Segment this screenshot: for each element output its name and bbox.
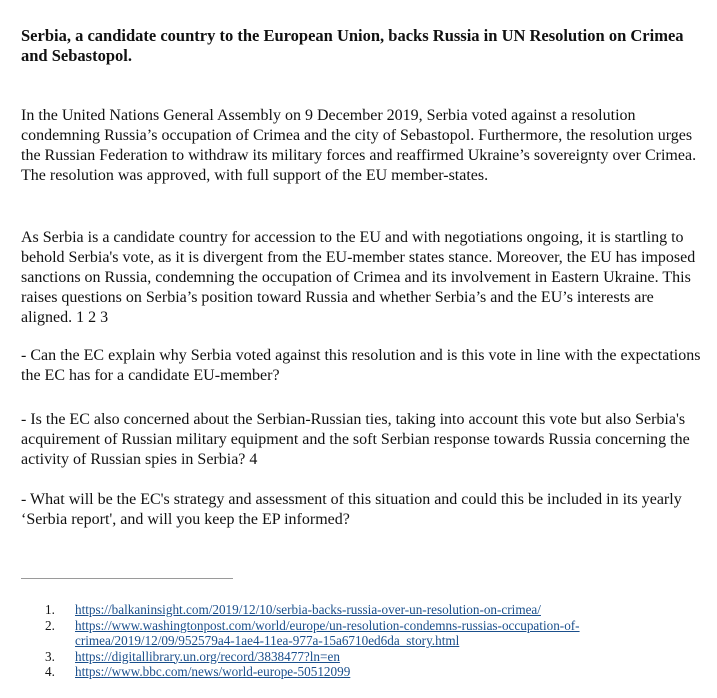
footnote-number: 3. bbox=[45, 648, 55, 664]
footnote-number: 4. bbox=[45, 664, 55, 679]
paragraph-context: As Serbia is a candidate country for accession to the EU and with negotiations ongoing, it is startling to behold Serbia's vote, as it is divergent from the EU-member states stance. Moreover, the EU has imposed sanctions on Russia, condemning the occupation of Crimea and its involvement in Eastern Ukraine. This raises questions on Serbia’s position toward Russia and whether Serbia’s and the EU’s interests are aligned. 1 2 3 bbox=[21, 229, 696, 326]
question-1: - Can the EC explain why Serbia voted against this resolution and is this vote in line with the expectations the EC has for a candidate EU-member? bbox=[21, 347, 701, 384]
document-title: Serbia, a candidate country to the European Union, backs Russia in UN Resolution on Crimea and Sebastopol. bbox=[21, 26, 684, 65]
footnote-item bbox=[45, 618, 695, 649]
footnote-link[interactable]: https://www.washingtonpost.com/world/europe/un-resolution-condemns-russias-occupation-of-crimea/2019/12/09/952579a4-1ae4-11ea-977a-15a6710ed6da_story.html bbox=[75, 617, 580, 648]
question-2: - Is the EC also concerned about the Serbian-Russian ties, taking into account this vote but also Serbia's acquirement of Russian military equipment and the soft Serbian response towards Russia concerning the activity of Russian spies in Serbia? 4 bbox=[21, 411, 690, 468]
footnote-item bbox=[45, 649, 695, 665]
footnote-link[interactable]: https://balkaninsight.com/2019/12/10/serbia-backs-russia-over-un-resolution-on-crimea/ bbox=[75, 602, 541, 617]
footnote-number: 1. bbox=[45, 602, 55, 617]
footnote-item bbox=[45, 602, 695, 618]
footnote-number: 2. bbox=[45, 617, 55, 633]
footnote-link[interactable]: https://www.bbc.com/news/world-europe-50512099 bbox=[75, 664, 351, 679]
footnote-list bbox=[45, 602, 695, 680]
footnote-separator bbox=[21, 578, 233, 579]
paragraph-intro: In the United Nations General Assembly on 9 December 2019, Serbia voted against a resolution condemning Russia’s occupation of Crimea and the city of Sebastopol. Furthermore, the resolution urges the Russian Federation to withdraw its military forces and reaffirmed Ukraine’s sovereignty over Crimea. The resolution was approved, with full support of the EU member-states. bbox=[21, 107, 697, 184]
question-3: - What will be the EC's strategy and assessment of this situation and could this be included in its yearly ‘Serbia report', and will you keep the EP informed? bbox=[21, 491, 682, 528]
footnote-link[interactable]: https://digitallibrary.un.org/record/3838477?ln=en bbox=[75, 648, 340, 664]
footnote-item bbox=[45, 664, 695, 680]
